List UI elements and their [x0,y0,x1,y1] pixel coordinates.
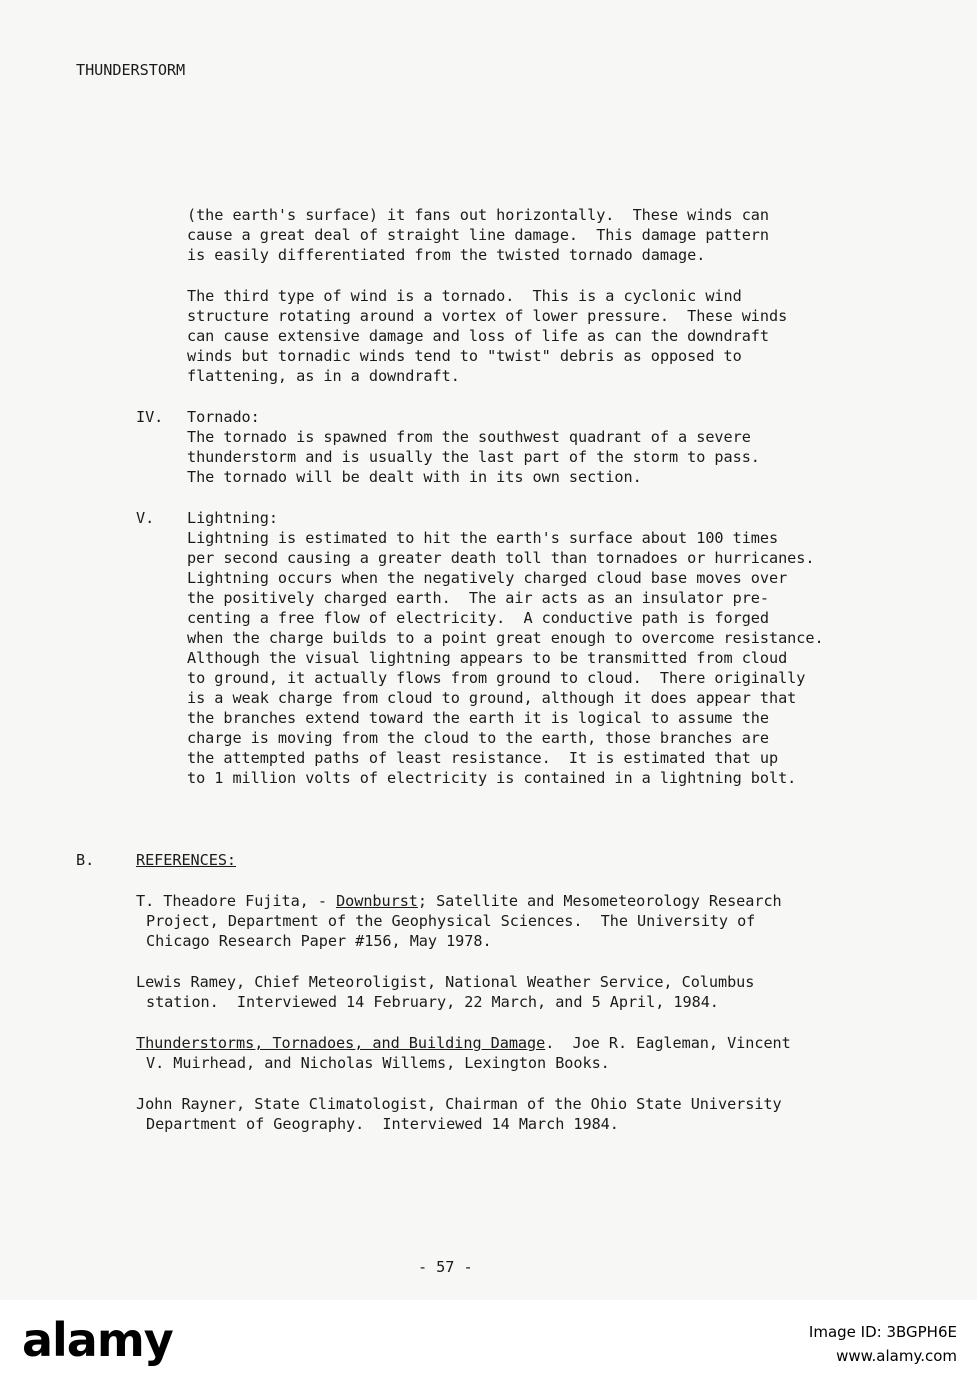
site-url: www.alamy.com [836,1347,957,1365]
page-header: THUNDERSTORM [76,61,186,79]
body-line: charge is moving from the cloud to the earth, those branches are [187,729,769,747]
body-line: cause a great deal of straight line damage. This damage pattern [187,226,769,244]
image-id: Image ID: 3BGPH6E [808,1323,957,1341]
reference-line: Lewis Ramey, Chief Meteoroligist, National Weather Service, Columbus [136,973,755,991]
body-line: thunderstorm and is usually the last part of the storm to pass. [187,448,760,466]
body-line: Lightning occurs when the negatively charged cloud base moves over [187,569,788,587]
body-line: centing a free flow of electricity. A conductive path is forged [187,609,769,627]
body-line: is a weak charge from cloud to ground, although it does appear that [187,689,797,707]
body-line: per second causing a greater death toll than tornadoes or hurricanes. [187,549,815,567]
reference-line: Chicago Research Paper #156, May 1978. [146,932,492,950]
body-line: The third type of wind is a tornado. This is a cyclonic wind [187,287,742,305]
reference-author: T. Theadore Fujita, - [136,892,337,910]
body-line: structure rotating around a vortex of lower pressure. These winds [187,307,788,325]
body-line: the positively charged earth. The air acts as an insulator pre- [187,589,769,607]
reference-entry [136,891,782,911]
reference-line: station. Interviewed 14 February, 22 March, and 5 April, 1984. [146,993,719,1011]
reference-line: John Rayner, State Climatologist, Chairman of the Ohio State University [136,1095,782,1113]
reference-line: Project, Department of the Geophysical Sciences. The University of [146,912,756,930]
body-line: Although the visual lightning appears to be transmitted from cloud [187,649,788,667]
references-heading: REFERENCES: [136,851,237,869]
body-line: Lightning is estimated to hit the earth's surface about 100 times [187,529,779,547]
reference-entry [136,1033,791,1053]
section-heading-tornado: Tornado: [187,408,260,426]
reference-rest: . Joe R. Eagleman, Vincent [545,1034,791,1052]
reference-rest: ; Satellite and Mesometeorology Research [417,892,782,910]
body-line: is easily differentiated from the twisted tornado damage. [187,246,706,264]
section-heading-lightning: Lightning: [187,509,278,527]
body-line: to ground, it actually flows from ground to cloud. There originally [187,669,806,687]
body-line: (the earth's surface) it fans out horizontally. These winds can [187,206,769,224]
body-line: The tornado will be dealt with in its own section. [187,468,642,486]
body-line: when the charge builds to a point great enough to overcome resistance. [187,629,824,647]
body-line: the branches extend toward the earth it is logical to assume the [187,709,769,727]
reference-title: Thunderstorms, Tornadoes, and Building Damage [136,1034,546,1052]
reference-line: V. Muirhead, and Nicholas Willems, Lexington Books. [146,1054,610,1072]
body-line: flattening, as in a downdraft. [187,367,460,385]
alamy-logo: alamy [22,1313,173,1367]
body-line: The tornado is spawned from the southwest quadrant of a severe [187,428,751,446]
page-number: - 57 - [418,1258,473,1276]
body-line: winds but tornadic winds tend to "twist" debris as opposed to [187,347,742,365]
section-numeral-v: V. [136,509,155,527]
section-numeral-iv: IV. [136,408,164,426]
reference-title: Downburst [336,892,418,910]
references-letter: B. [76,851,95,869]
body-line: the attempted paths of least resistance. It is estimated that up [187,749,779,767]
body-line: can cause extensive damage and loss of life as can the downdraft [187,327,769,345]
reference-line: Department of Geography. Interviewed 14 March 1984. [146,1115,619,1133]
body-line: to 1 million volts of electricity is contained in a lightning bolt. [187,769,797,787]
